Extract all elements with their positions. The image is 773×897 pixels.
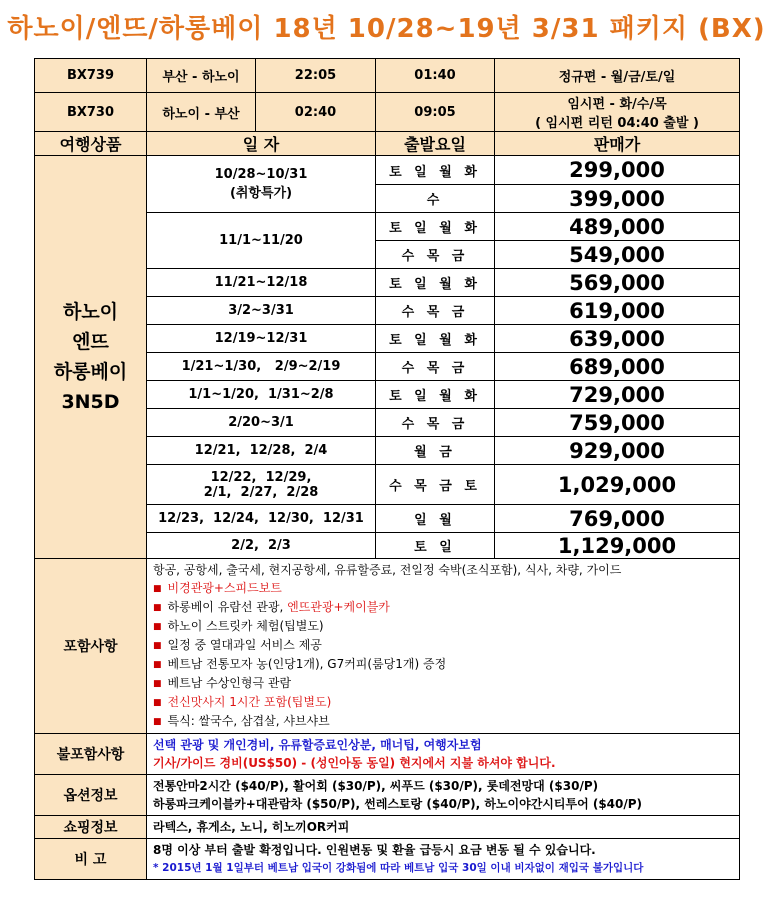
remarks-row <box>35 839 740 880</box>
flight-arrival-time: 01:40 <box>376 59 495 93</box>
period-dates: 12/23, 12/24, 12/30, 12/31 <box>147 505 376 533</box>
shopping-row <box>35 816 740 839</box>
package-table <box>34 58 740 880</box>
departure-days: 토 일 월 화 <box>376 269 495 297</box>
bullet-icon: ■ <box>153 660 162 670</box>
price: 759,000 <box>495 409 740 437</box>
period-dates: 11/1~11/20 <box>147 213 376 269</box>
price: 689,000 <box>495 353 740 381</box>
period-dates-alt: 3/2~3/31 <box>147 297 376 325</box>
price: 489,000 <box>495 213 740 241</box>
included-item: ■ 하롱베이 유람선 관광, 엔뜨관광+케이블카 <box>153 600 390 614</box>
flight-arrival-time: 09:05 <box>376 93 495 132</box>
departure-days: 수 <box>376 185 495 213</box>
price: 769,000 <box>495 505 740 533</box>
excluded-row <box>35 734 740 775</box>
price: 569,000 <box>495 269 740 297</box>
flight-route: 하노이 - 부산 <box>147 93 256 132</box>
included-label: 포함사항 <box>35 559 147 734</box>
excluded-label: 불포함사항 <box>35 734 147 775</box>
product-name: 하노이 엔뜨 하롱베이 3N5D <box>35 156 147 559</box>
departure-days: 토 일 <box>376 533 495 559</box>
period-dates: 1/1~1/20, 1/31~2/8 <box>147 381 376 409</box>
departure-days: 수 목 금 <box>376 241 495 269</box>
bullet-icon: ■ <box>153 584 162 594</box>
departure-days: 토 일 월 화 <box>376 156 495 185</box>
price: 639,000 <box>495 325 740 353</box>
included-item: ■ 베트남 전통모자 농(인당1개), G7커피(룸당1개) 증정 <box>153 657 447 671</box>
bullet-icon: ■ <box>153 603 162 613</box>
departure-days: 토 일 월 화 <box>376 325 495 353</box>
flight-row <box>35 93 740 132</box>
price: 619,000 <box>495 297 740 325</box>
bullet-icon: ■ <box>153 622 162 632</box>
table-row <box>35 156 740 185</box>
price: 549,000 <box>495 241 740 269</box>
flight-route: 부산 - 하노이 <box>147 59 256 93</box>
included-item: ■ 비경관광+스피드보트 <box>153 581 282 595</box>
included-item: ■ 일정 중 열대과일 서비스 제공 <box>153 638 322 652</box>
temp-schedule <box>495 93 740 132</box>
included-item: ■ 전신맛사지 1시간 포함(팁별도) <box>153 695 332 709</box>
bullet-icon: ■ <box>153 679 162 689</box>
included-item: ■ 베트남 수상인형극 관람 <box>153 676 292 690</box>
price: 1,129,000 <box>495 533 740 559</box>
period-dates-alt: 2/20~3/1 <box>147 409 376 437</box>
included-row <box>35 559 740 734</box>
price: 729,000 <box>495 381 740 409</box>
flight-code: BX739 <box>35 59 147 93</box>
included-list <box>147 559 740 734</box>
period-dates: 10/28~10/31 (취항특가) <box>147 156 376 213</box>
included-item: ■ 하노이 스트릿카 체험(팁별도) <box>153 619 324 633</box>
departure-days: 토 일 월 화 <box>376 213 495 241</box>
remarks-list: 8명 이상 부터 출발 확정입니다. 인원변동 및 환율 급등시 요금 변동 될 수 있습니다. * 2015년 1월 1일부터 베트남 입국이 강화됨에 따라 베트남 입국 30일 이내 비자없이 재입국 불가입니다 <box>147 839 740 880</box>
period-dates: 12/19~12/31 <box>147 325 376 353</box>
table-header <box>35 132 740 156</box>
price: 299,000 <box>495 156 740 185</box>
header-product: 여행상품 <box>35 132 147 156</box>
flight-departure-time: 02:40 <box>256 93 376 132</box>
shopping-label: 쇼핑정보 <box>35 816 147 839</box>
period-dates: 12/21, 12/28, 2/4 <box>147 437 376 465</box>
flight-departure-time: 22:05 <box>256 59 376 93</box>
header-dates: 일 자 <box>147 132 376 156</box>
excluded-list: 선택 관광 및 개인경비, 유류할증료인상분, 매너팁, 여행자보험 기사/가이드 경비(US$50) - (성인아동 동일) 현지에서 지불 하셔야 합니다. <box>147 734 740 775</box>
flight-row <box>35 59 740 93</box>
flight-code: BX730 <box>35 93 147 132</box>
price: 1,029,000 <box>495 465 740 505</box>
header-price: 판매가 <box>495 132 740 156</box>
page-title: 하노이/엔뜨/하롱베이 18년 10/28~19년 3/31 패키지 (BX) <box>7 14 766 44</box>
period-dates: 11/21~12/18 <box>147 269 376 297</box>
bullet-icon: ■ <box>153 717 162 727</box>
included-item: ■ 특식: 쌀국수, 삼겹살, 샤브샤브 <box>153 714 330 728</box>
departure-days: 수 목 금 <box>376 353 495 381</box>
period-dates-alt: 1/21~1/30, 2/9~2/19 <box>147 353 376 381</box>
bullet-icon: ■ <box>153 698 162 708</box>
price: 399,000 <box>495 185 740 213</box>
departure-days: 수 목 금 토 <box>376 465 495 505</box>
options-list: 전통안마2시간 ($40/P), 활어회 ($30/P), 씨푸드 ($30/P), 롯데전망대 ($30/P) 하롱파크케이블카+대관람차 ($50/P), 썬레스토랑 ($40/P), 하노이야간시티투어 ($40/P) <box>147 775 740 816</box>
included-intro: 항공, 공항세, 출국세, 현지공항세, 유류할증료, 전일정 숙박(조식포함), 식사, 차량, 가이드 <box>153 563 622 577</box>
period-dates: 2/2, 2/3 <box>147 533 376 559</box>
header-departure: 출발요일 <box>376 132 495 156</box>
bullet-icon: ■ <box>153 641 162 651</box>
temp-schedule-note: ( 임시편 리턴 04:40 출발 ) <box>535 116 699 131</box>
shopping-list: 라텍스, 휴게소, 노니, 히노끼OR커피 <box>147 816 740 839</box>
departure-days: 토 일 월 화 <box>376 381 495 409</box>
regular-schedule: 정규편 - 월/금/토/일 <box>495 59 740 93</box>
options-row <box>35 775 740 816</box>
departure-days: 수 목 금 <box>376 409 495 437</box>
price: 929,000 <box>495 437 740 465</box>
departure-days: 일 월 <box>376 505 495 533</box>
remarks-label: 비 고 <box>35 839 147 880</box>
temp-schedule-days: 임시편 - 화/수/목 <box>567 97 667 112</box>
departure-days: 월 금 <box>376 437 495 465</box>
departure-days: 수 목 금 <box>376 297 495 325</box>
options-label: 옵션정보 <box>35 775 147 816</box>
period-dates: 12/22, 12/29, 2/1, 2/27, 2/28 <box>147 465 376 505</box>
